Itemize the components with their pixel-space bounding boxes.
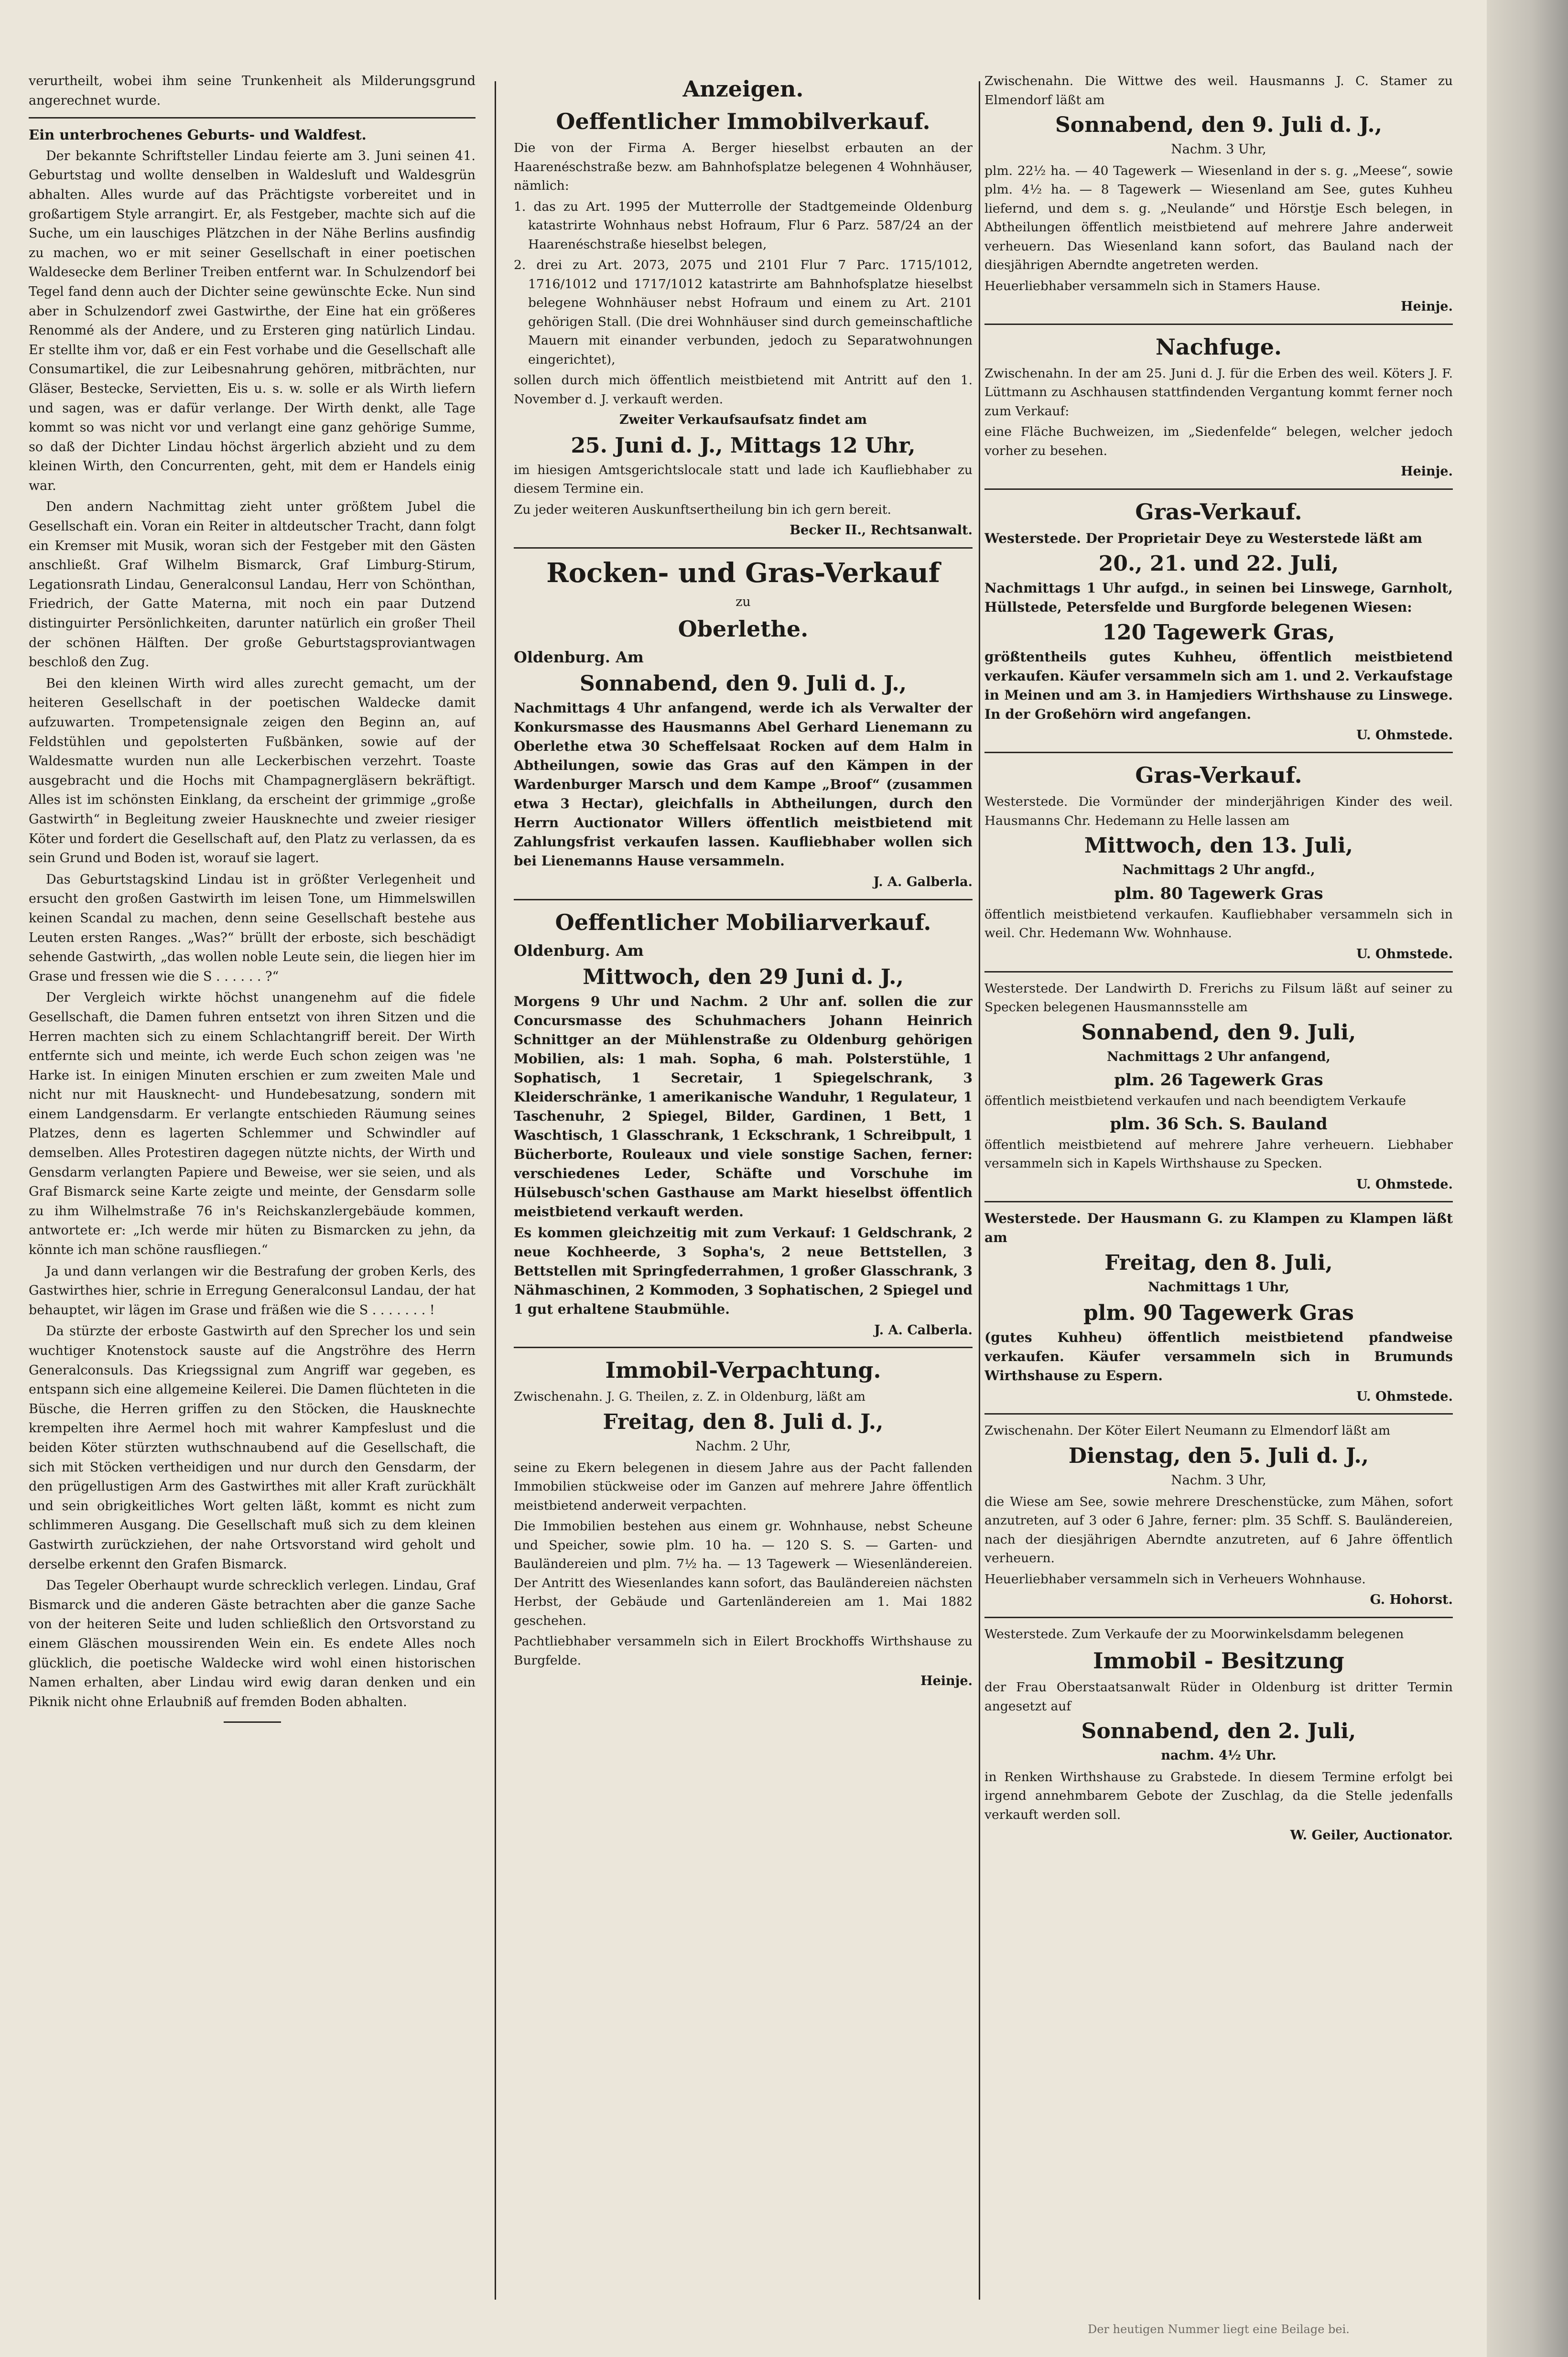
page-footer-note: Der heutigen Nummer liegt eine Beilage bei. (1088, 2323, 1350, 2336)
ad-body: seine zu Ekern belegenen in diesem Jahre aus der Pacht fallenden Immobilien stückweise oder im Ganzen auf mehrere Jahre öffentlich meistbietend anderweit verpachten. (514, 1460, 973, 1513)
ad-body: öffentlich meistbietend verkaufen und nach beendigtem Verkaufe (984, 1093, 1406, 1109)
ad-location: Oldenburg. Am (514, 941, 644, 960)
divider (514, 547, 973, 549)
article-paragraph: Das Geburtstagskind Lindau ist in größter Verlegenheit und ersucht den großen Gastwirth im leisen Tone, um Himmelswillen keinen Scandal zu machen, denn seine Gesellschaft bestehe aus Leuten ersten Ranges. „Was?“ brüllt der erboste, sich beschädigt sehende Gastwirth, „das wollen noble Leute sein, die liegen hier im Grase und fressen wie die S . . . . . . ?“ (29, 872, 476, 984)
divider (29, 117, 476, 119)
ad-place-name: Oberlethe. (678, 616, 809, 642)
ad-signature: U. Ohmstede. (1356, 946, 1453, 962)
article-paragraph: Bei den kleinen Wirth wird alles zurecht gemacht, um der heiteren Gesellschaft in der poetischen Waldecke damit aufzuwarten. Trompetensignale zeigen den Beginn an, auf Feldstühlen und gepolsterten Fußbänken, sowie auf der Waldesmatte wurden nun alle Leckerbischen verzehrt. Toaste ausgebracht und die Hochs mit Champagnergläsern bekräftigt. Alles ist im schönsten Einklang, da erscheint der grimmige „große Gastwirth“ in Begleitung zweier Hausknechte und zweier riesiger Köter und fordert die Gesellschaft auf, den Platz zu verlassen, da es sein Grund und Boden ist, worauf sie lagert. (29, 676, 476, 866)
ad-info: Zu jeder weiteren Auskunftsertheilung bin ich gern bereit. (514, 502, 891, 517)
ad-date: Freitag, den 8. Juli, (1104, 1251, 1333, 1276)
ad-date: Mittwoch, den 13. Juli, (1084, 833, 1353, 858)
ad-body: eine Fläche Buchweizen, im „Siedenfelde“ belegen, welcher jedoch vorher zu besehen. (984, 424, 1453, 458)
ad-time: Nachm. 3 Uhr, (1171, 142, 1266, 157)
ad-intro: Zwischenahn. Die Wittwe des weil. Hausmanns J. C. Stamer zu Elmendorf läßt am (984, 74, 1453, 108)
intro-text: verurtheilt, wobei ihm seine Trunkenheit als Milderungsgrund angerechnet wurde. (29, 74, 476, 108)
ad-signature: Becker II., Rechtsanwalt. (789, 523, 973, 538)
ad-title: Immobil - Besitzung (1093, 1648, 1344, 1674)
ad-date: Sonnabend, den 9. Juli d. J., (579, 671, 907, 696)
ad-time: Nachmittags 2 Uhr anfangend, (1107, 1049, 1330, 1064)
ad-title: Oeffentlicher Immobilverkauf. (556, 108, 930, 134)
ad-body: Heuerliebhaber versammeln sich in Stamers Hause. (984, 278, 1321, 293)
ad-body: öffentlich meistbietend verkaufen. Kaufliebhaber versammeln sich in weil. Chr. Hedemann Ww. Wohnhause. (984, 907, 1453, 941)
ad-body: Die Immobilien bestehen aus einem gr. Wohnhause, nebst Scheune und Speicher, sowie plm. 10 ha. — 120 S. S. — Garten- und Bauländereien und plm. 7½ ha. — 13 Tagewerk — Wiesenländereien. Der Antritt des Wiesenlandes kann sofort, das Bauländereien nächsten Herbst, der Gebäude und Gartenländereien am 1. Mai 1882 geschehen. (514, 1519, 973, 1628)
ad-body: Morgens 9 Uhr und Nachm. 2 Uhr anf. sollen die zur Concursmasse des Schuhmachers Johann Heinrich Schnittger an der Mühlenstraße zu Oldenburg gehörigen Mobilien, als: 1 mah. Sopha, 6 mah. Polsterstühle, 1 Sophatisch, 1 Secretair, 1 Spiegelschrank, 3 Kleiderschränke, 1 amerikanische Wanduhr, 1 Regulateur, 1 Taschenuhr, 2 Spiegel, Bilder, Gardinen, 1 Bett, 1 Waschtisch, 1 Glasschrank, 1 Eckschrank, 1 Schreibpult, 1 Bücherborte, Rouleaux und viele sonstige Sachen, ferner: verschiedenes Leder, Schäfte und Vorschuhe im Hülsebusch'schen Gasthause am Markt hieselbst öffentlich meistbietend verkauft werden. (514, 993, 973, 1220)
ad-highlight: plm. 90 Tagewerk Gras (1083, 1300, 1354, 1325)
ad-second-date-label: Zweiter Verkaufsaufsatz findet am (619, 412, 867, 427)
column-right (984, 72, 1453, 2304)
ad-date: Mittwoch, den 29 Juni d. J., (583, 964, 904, 989)
ad-body: größtentheils gutes Kuhheu, öffentlich meistbietend verkaufen. Käufer versammeln sich am 1. und 2. Verkaufstage in Meinen und am 3. in Hamjediers Wirthshause zu Linswege. In der Großehörn wird angefangen. (984, 649, 1453, 722)
divider (984, 1201, 1453, 1202)
column-middle (514, 72, 973, 2304)
ad-intro: Westerstede. Der Proprietair Deye zu Westerstede läßt am (984, 530, 1423, 546)
divider (984, 1413, 1453, 1415)
ad-title: Immobil-Verpachtung. (605, 1357, 881, 1384)
ad-signature: U. Ohmstede. (1356, 1389, 1453, 1404)
ad-time: Nachm. 3 Uhr, (1171, 1472, 1266, 1488)
ad-body: Nachmittags 4 Uhr anfangend, werde ich als Verwalter der Konkursmasse des Hausmanns Abel Gerhard Lienemann zu Oberlethe etwa 30 Scheffelsaat Rocken auf dem Halm in Abtheilungen, sowie das Gras auf den Kämpen in der Wardenburger Marsch und dem Kampe „Broof“ (zusammen etwa 3 Hectar), gleichfalls in Abtheilungen, durch den Herrn Auctionator Willers öffentlich meistbietend mit Zahlungsfrist verkaufen lassen. Kaufliebhaber wollen sich bei Lienemanns Hause versammeln. (514, 700, 973, 869)
ad-body: Es kommen gleichzeitig mit zum Verkauf: 1 Geldschrank, 2 neue Kochheerde, 3 Sopha's, 2 neue Bettstellen, 3 Bettstellen mit Springfederrahmen, 1 großer Glasschrank, 3 Nähmaschinen, 2 Kommoden, 3 Sophatischen, 2 Spiegel und 1 gut erhaltene Staubmühle. (514, 1224, 973, 1317)
ad-time: Nachm. 2 Uhr, (695, 1438, 791, 1454)
ad-highlight: 120 Tagewerk Gras, (1102, 620, 1335, 645)
ad-intro: Westerstede. Der Landwirth D. Frerichs zu Filsum läßt auf seiner zu Specken belegenen Hausmannsstelle am (984, 981, 1453, 1015)
ad-title: Nachfuge. (1156, 334, 1282, 360)
ad-immobilverkauf (514, 106, 973, 541)
ad-signature: U. Ohmstede. (1356, 1177, 1453, 1192)
ad-body: Heuerliebhaber versammeln sich in Verheuers Wohnhause. (984, 1571, 1366, 1587)
divider (984, 971, 1453, 973)
ad-gras-verkauf-deye (984, 497, 1453, 746)
ad-signature: J. A. Calberla. (874, 1322, 973, 1338)
ad-intro: Zwischenahn. J. G. Theilen, z. Z. in Oldenburg, läßt am (514, 1389, 866, 1405)
ad-body: Zwischenahn. In der am 25. Juni d. J. für die Erben des weil. Köters J. F. Lüttmann zu Aschhausen stattfindenden Vergantung kommt ferner noch zum Verkauf: (984, 366, 1453, 419)
ad-date: Sonnabend, den 2. Juli, (1081, 1719, 1356, 1744)
ad-title: Rocken- und Gras-Verkauf (546, 557, 940, 589)
ad-signature: Heinje. (920, 1674, 973, 1689)
article-paragraph: Den andern Nachmittag zieht unter größtem Jubel die Gesellschaft ein. Voran ein Reiter in altdeutscher Tracht, dann folgt ein Kremser mit Musik, woran sich der Festgeber mit den Gästen anschließt. Graf Wilhelm Bismarck, Graf Limburg-Stirum, Legationsrath Lindau, Generalconsul Landau, Herr von Schönthan, Friedrich, der Gatte Materna, mit noch ein paar Dutzend distinguirter Persönlichkeiten, darunter natürlich ein großer Theil der schönen Hälften. Der große Geburtstagsproviantwagen beschloß den Zug. (29, 499, 476, 670)
column-left (29, 72, 476, 2304)
divider (514, 899, 973, 900)
divider (514, 1347, 973, 1348)
ad-immobil-besitzung (984, 1625, 1453, 1846)
ad-body: plm. 22½ ha. — 40 Tagewerk — Wiesenland in der s. g. „Meese“, sowie plm. 4½ ha. — 8 Tagewerk — Wiesenland am See, gutes Kuhheu liefernd, und dem s. g. „Neulande“ und Hörstje Esch belegen, in Abtheilungen öffentlich meistbietend auf mehrere Jahre anderweit verheuern. Das Wiesenland kann sofort, das Bauland nach der diesjährigen Aberndte angetreten werden. (984, 163, 1453, 273)
article-paragraph: Der Vergleich wirkte höchst unangenehm auf die fidele Gesellschaft, die Damen fuhren entsetzt von ihren Sitzen und die Herren machten sich zu einem Schlachtangriff bereit. Der Wirth entfernte sich und meinte, ich werde Euch schon zeigen was 'ne Harke ist. In einigen Minuten erschien er zum zweiten Male und nicht nur mit Hausknecht- und Hundebesatzung, sondern mit einem Landgensdarm. Er verlangte entschieden Räumung seines Platzes, denn es lagerten Schlemmer und Schwindler auf demselben. Alles Protestiren dagegen nützte nichts, der Wirth und Gensdarm verlangten Papiere und Beweise, wer sie seien, und als Graf Bismarck seine Karte zeigte und meinte, der Gensdarm solle zu ihm Wilhelmstraße 76 in's Reichskanzlergebäude kommen, antwortete er: „Ich werde mir hüten zu Bismarcken zu jehn, da könnte ich man schöne rausfliegen.“ (29, 990, 476, 1258)
ad-nachfuge (984, 332, 1453, 482)
divider (984, 488, 1453, 490)
ad-immobil-verpachtung (514, 1355, 973, 1691)
ad-time: Nachmittags 2 Uhr angfd., (1122, 863, 1315, 878)
ad-body: sollen durch mich öffentlich meistbietend mit Antritt auf den 1. November d. J. verkauft werden. (514, 373, 973, 407)
ad-rocken-gras-verkauf (514, 555, 973, 892)
ad-date: Freitag, den 8. Juli d. J., (603, 1409, 884, 1434)
ad-signature: Heinje. (1401, 299, 1453, 314)
ad-date: 20., 21. und 22. Juli, (1098, 551, 1339, 576)
article-paragraph: Das Tegeler Oberhaupt wurde schrecklich verlegen. Lindau, Graf Bismarck und die anderen Gäste betrachten aber die ganze Sache von der heiteren Seite und luden schließlich den Ortsvorstand zu einem Gläschen moussirenden Wein ein. Es endete Alles noch glücklich, die poetische Waldecke wird wohl einen historischen Namen erhalten, aber Lindau wird ewig daran denken und ein Piknik nicht ohne Erlaubniß auf fremden Boden abhalten. (29, 1578, 476, 1709)
divider (984, 1617, 1453, 1618)
ad-highlight: plm. 36 Sch. S. Bauland (1110, 1114, 1328, 1134)
ad-date: Sonnabend, den 9. Juli d. J., (1055, 113, 1383, 137)
ad-mobiliarverkauf (514, 907, 973, 1341)
ad-place: im hiesigen Amtsgerichtslocale statt und lade ich Kaufliebhaber zu diesem Termine ein. (514, 462, 973, 497)
ad-date: Dienstag, den 5. Juli d. J., (1068, 1443, 1369, 1468)
divider (984, 752, 1453, 753)
end-mark (224, 1721, 281, 1723)
ad-highlight: plm. 80 Tagewerk Gras (1114, 884, 1323, 903)
ad-neumann (984, 1421, 1453, 1610)
article-title: Ein unterbrochenes Geburts- und Waldfest. (29, 127, 367, 143)
ad-title: Oeffentlicher Mobiliarverkauf. (555, 909, 931, 935)
ad-stamer-wiesen (984, 72, 1453, 317)
ad-date: 25. Juni d. J., Mittags 12 Uhr, (571, 433, 916, 458)
ad-time: Nachmittags 1 Uhr, (1147, 1280, 1289, 1295)
ad-time: nachm. 4½ Uhr. (1161, 1748, 1276, 1763)
ad-signature: W. Geiler, Auctionator. (1290, 1828, 1453, 1843)
column-divider (495, 81, 496, 2300)
ad-highlight: plm. 26 Tagewerk Gras (1114, 1070, 1323, 1090)
ad-signature: G. Hohorst. (1370, 1592, 1453, 1608)
ad-zu: zu (735, 594, 751, 609)
ad-intro: Westerstede. Zum Verkaufe der zu Moorwinkelsdamm belegenen (984, 1626, 1404, 1642)
ad-signature: Heinje. (1401, 464, 1453, 479)
ad-intro: Westerstede. Die Vormünder der minderjährigen Kinder des weil. Hausmanns Chr. Hedemann zu Helle lassen am (984, 794, 1453, 828)
ad-intro: Zwischenahn. Der Köter Eilert Neumann zu Elmendorf läßt am (984, 1423, 1391, 1438)
ad-signature: J. A. Galberla. (873, 875, 973, 890)
ad-body: Pachtliebhaber versammeln sich in Eilert Brockhoffs Wirthshause zu Burgfelde. (514, 1634, 973, 1668)
ad-body: in Renken Wirthshause zu Grabstede. In diesem Termine erfolgt bei irgend annehmbarem Gebote der Zuschlag, da die Stelle jedenfalls verkauft werden soll. (984, 1769, 1453, 1822)
ad-title: Gras-Verkauf. (1135, 498, 1302, 525)
ad-body: der Frau Oberstaatsanwalt Rüder in Oldenburg ist dritter Termin angesetzt auf (984, 1680, 1453, 1714)
ad-intro: Die von der Firma A. Berger hieselbst erbauten an der Haarenéschstraße bezw. am Bahnhofsplatze belegenen 4 Wohnhäuser, nämlich: (514, 141, 973, 193)
ad-body: öffentlich meistbietend auf mehrere Jahre verheuern. Liebhaber versammeln sich in Kapels Wirthshause zu Specken. (984, 1137, 1453, 1171)
divider (984, 324, 1453, 325)
section-heading-anzeigen: Anzeigen. (682, 76, 804, 102)
ad-body: die Wiese am See, sowie mehrere Dreschenstücke, zum Mähen, sofort anzutreten, auf 3 oder 6 Jahre, ferner: plm. 35 Schff. S. Bauländereien, nach der diesjährigen Aberndte anzutreten, auf 6 Jahre öffentlich verheuern. (984, 1494, 1453, 1566)
ad-list-item: 1. das zu Art. 1995 der Mutterrolle der Stadtgemeinde Oldenburg katastrirte Wohnhaus nebst Hofraum, Flur 6 Parz. 587/24 an der Haarenéschstraße hieselbst belegen, (514, 199, 973, 252)
ad-location: Oldenburg. Am (514, 648, 644, 667)
page-edge-shadow (1487, 0, 1568, 2357)
ad-klampen (984, 1209, 1453, 1406)
ad-body: (gutes Kuhheu) öffentlich meistbietend pfandweise verkaufen. Käufer versammeln sich in Brumunds Wirthshause zu Espern. (984, 1329, 1453, 1384)
ad-list-item: 2. drei zu Art. 2073, 2075 und 2101 Flur 7 Parc. 1715/1012, 1716/1012 und 1717/1012 katastrirte am Bahnhofsplatze hieselbst belegene Wohnhäuser nebst Hofraum und einem zu Art. 2101 gehörigen Stall. (Die drei Wohnhäuser sind durch gemeinschaftliche Mauern mit einander verbunden, jedoch zu Separatwohnungen eingerichtet), (514, 258, 973, 367)
article-paragraph: Da stürzte der erboste Gastwirth auf den Sprecher los und sein wuchtiger Knotenstock sauste auf die Angströhre des Herrn Generalconsuls. Das Kriegssignal zum Angriff war gegeben, es entspann sich eine allgemeine Keilerei. Die Damen flüchteten in die Büsche, die Herren griffen zu den Stöcken, die Hausknechte krempelten ihre Aermel hoch mit wahrer Kampfeslust und die beiden Köter stürzten wuthschnaubend auf die Gesellschaft, die sich mit Stöcken vertheidigen und nur durch den Gensdarm, der den prügellustigen Arm des Gastwirthes mit aller Kraft zurückhält und sein obrigkeitliches Wort gelten läßt, kommt es nicht zum schlimmeren Ausgang. Die Gesellschaft muß sich zu dem kleinen Gastwirth zurückziehen, der nahe Ortsvorstand wird geholt und derselbe erkennt den Grafen Bismarck. (29, 1324, 476, 1572)
article-paragraph: Der bekannte Schriftsteller Lindau feierte am 3. Juni seinen 41. Geburtstag und wollte denselben in Waldesluft und Waldesgrün abhalten. Alles wurde auf das Prächtigste vorbereitet und in großartigem Style arrangirt. Er, als Festgeber, machte sich auf die Suche, um ein lauschiges Plätzchen in der Nähe Berlins ausfindig zu machen, wo er mit seiner Gesellschaft in einer poetischen Waldesecke dem Berliner Treiben entfernt war. In Schulzendorf bei Tegel fand denn auch der Dichter seine gewünschte Ecke. Nun sind aber in Schulzendorf zwei Gastwirthe, der Eine hat ein größeres Renommé als der Andere, und zu Ersteren ging natürlich Lindau. Er stellte ihm vor, daß er ein Fest vorhabe und die Gesellschaft alle Consumartikel, die zur Leibesnahrung gehören, mitbrächten, nur Gläser, Bestecke, Servietten, Eis u. s. w. solle er als Wirth liefern und sagen, was er dafür verlange. Der Wirth denkt, alle Tage kommt so was nicht vor und verlangt eine ganz gehörige Summe, so daß der Dichter Lindau höchst ärgerlich abzieht und zu dem kleinen Wirth, den Concurrenten, geht, mit dem er Handels einig war. (29, 148, 476, 493)
article-paragraph: Ja und dann verlangen wir die Bestrafung der groben Kerls, des Gastwirthes hier, schrie in Erregung Generalconsul Landau, der hat behauptet, wir lägen im Grase und fräßen wie die S . . . . . . . ! (29, 1264, 476, 1318)
ad-body: Nachmittags 1 Uhr aufgd., in seinen bei Linswege, Garnholt, Hüllstede, Petersfelde und Burgforde belegenen Wiesen: (984, 580, 1453, 615)
ad-gras-verkauf-hedemann (984, 760, 1453, 964)
ad-date: Sonnabend, den 9. Juli, (1081, 1020, 1356, 1045)
ad-signature: U. Ohmstede. (1356, 727, 1453, 743)
ad-frerichs (984, 979, 1453, 1195)
ad-title: Gras-Verkauf. (1135, 762, 1302, 789)
column-divider (979, 81, 980, 2300)
ad-intro: Westerstede. Der Hausmann G. zu Klampen zu Klampen läßt am (984, 1211, 1453, 1246)
